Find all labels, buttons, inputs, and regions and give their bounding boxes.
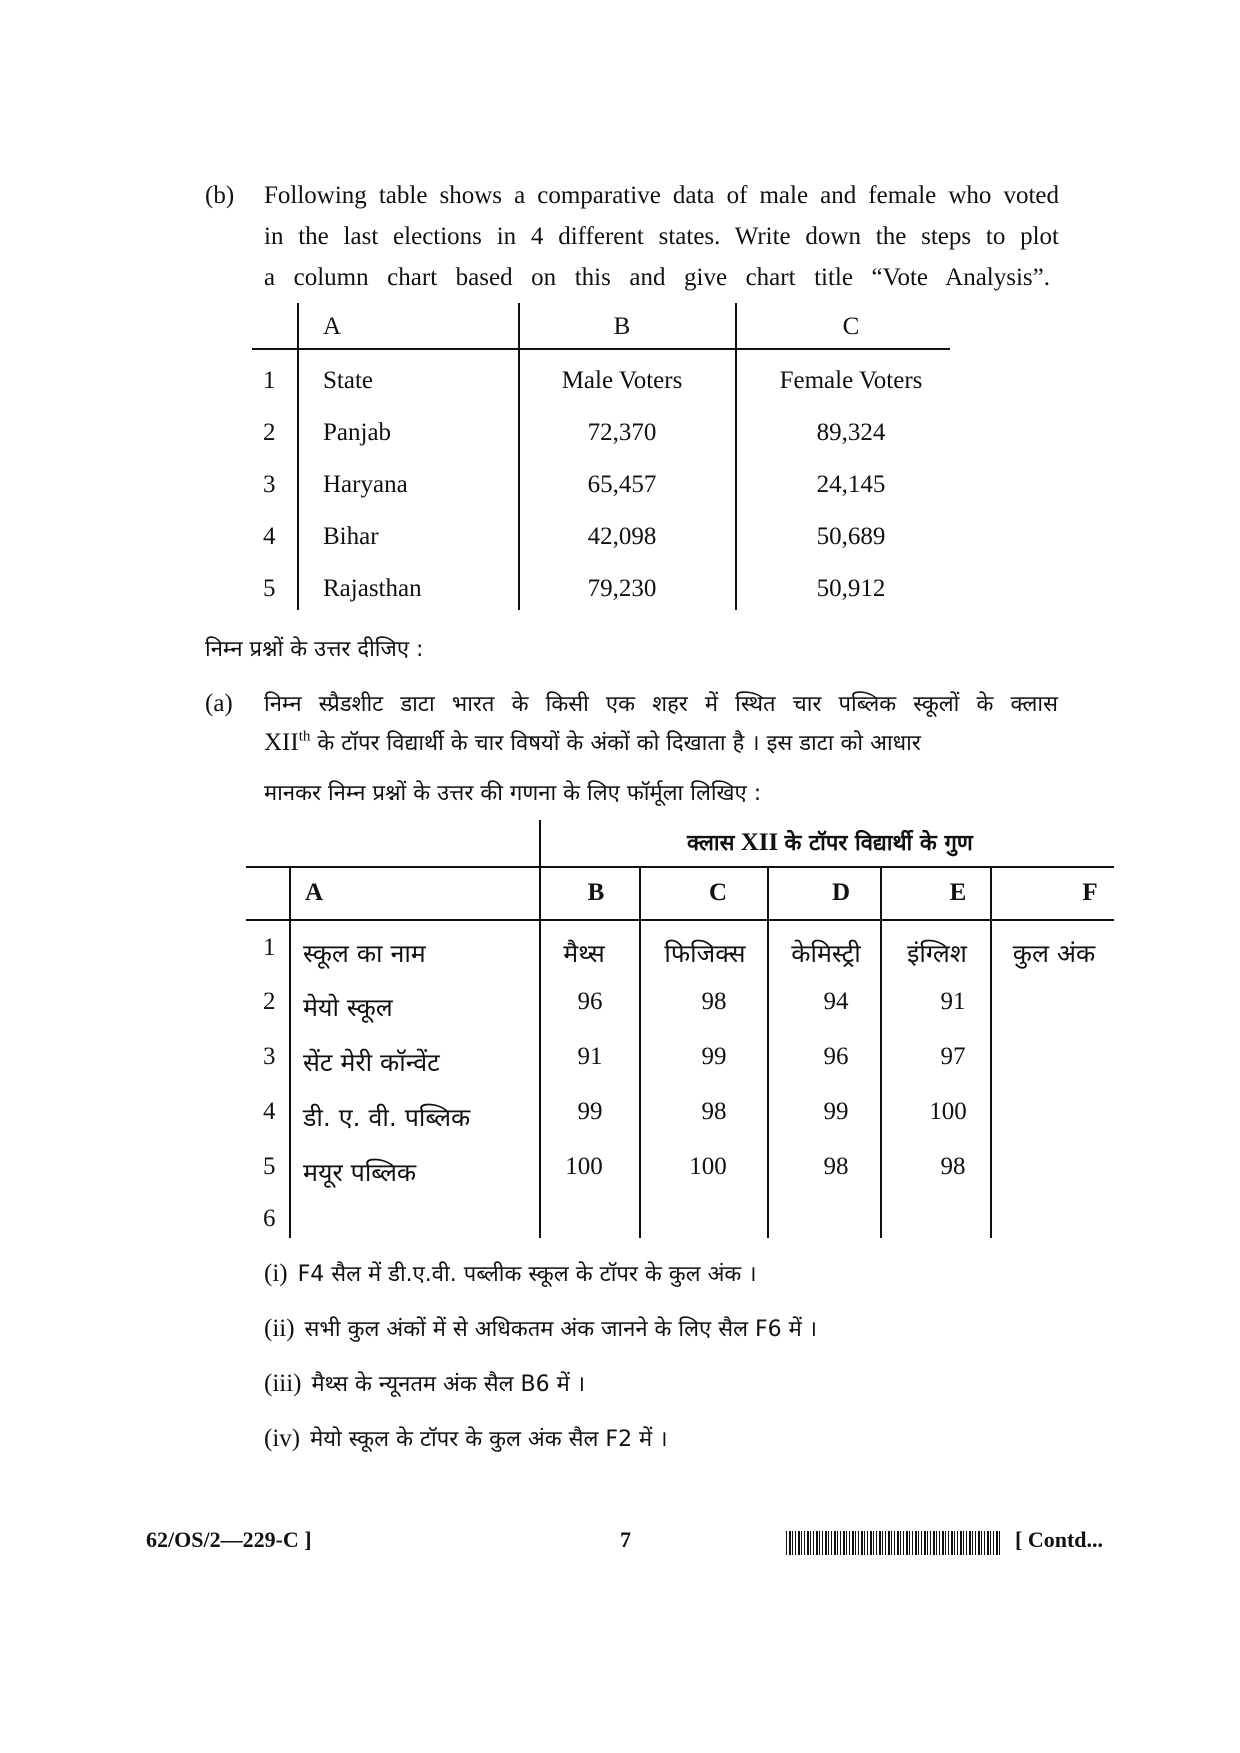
row-number: 5	[263, 575, 276, 602]
table-cell: Panjab	[323, 419, 392, 446]
voter-table-header-rule	[252, 348, 950, 350]
voter-table-divider	[518, 303, 520, 610]
table-cell: 98	[823, 1153, 849, 1180]
superscript: th	[298, 728, 311, 745]
table-divider	[880, 866, 882, 1238]
section-instruction: निम्न प्रश्नों के उत्तर दीजिए :	[205, 637, 424, 662]
question-b-line-2: in the last elections in 4 different states. Write down the steps to plot	[264, 223, 1059, 250]
question-a-line-1: निम्न स्प्रैडशीट डाटा भारत के किसी एक शहर में स्थित चार पब्लिक स्कूलों के क्लास	[264, 692, 1058, 717]
question-b-line-3: a column chart based on this and give chart title “Vote Analysis”.	[264, 264, 1050, 291]
table-divider	[990, 866, 992, 1238]
question-a-line-2-text: के टॉपर विद्यार्थी के चार विषयों के अंकों को दिखाता है । इस डाटा को आधार	[310, 731, 921, 756]
table-cell: फिजिक्स	[664, 939, 746, 968]
continued-marker: [ Contd...	[1015, 1527, 1104, 1552]
table-cell: इंग्लिश	[907, 939, 967, 968]
row-number: 1	[263, 934, 276, 961]
table-cell: 99	[823, 1098, 849, 1125]
column-header: D	[831, 879, 851, 906]
table-cell: State	[323, 367, 373, 394]
table-divider	[539, 820, 541, 868]
question-a-line-3: मानकर निम्न प्रश्नों के उत्तर की गणना के लिए फॉर्मूला लिखिए :	[264, 781, 762, 806]
voter-table-divider	[297, 303, 299, 610]
table-cell: कुल अंक	[1012, 939, 1096, 968]
row-number: 5	[263, 1153, 276, 1180]
table-cell: मैथ्स	[563, 939, 605, 968]
row-number: 4	[263, 1098, 276, 1125]
table-cell: 96	[577, 988, 603, 1015]
table-cell: स्कूल का नाम	[303, 939, 426, 968]
table-cell: Female Voters	[779, 367, 923, 394]
page-number: 7	[620, 1527, 631, 1552]
row-number: 3	[263, 471, 276, 498]
table-heading: क्लास XII के टॉपर विद्यार्थी के गुण	[687, 829, 973, 856]
barcode	[786, 1531, 1001, 1555]
table-cell: 42,098	[587, 523, 657, 550]
row-number: 3	[263, 1043, 276, 1070]
table-divider	[639, 866, 641, 1238]
table-cell: 50,689	[816, 523, 886, 550]
row-number: 1	[263, 367, 276, 394]
table-rule	[246, 919, 1114, 921]
table-cell: 24,145	[816, 471, 886, 498]
row-number: 2	[263, 419, 276, 446]
table-divider	[767, 866, 769, 1238]
column-header: B	[587, 879, 605, 906]
sub-question-ii: (ii) सभी कुल अंकों में से अधिकतम अंक जानने के लिए सैल F6 में ।	[264, 1315, 818, 1342]
table-cell: 99	[577, 1098, 603, 1125]
paper-code: 62/OS/2—229-C ]	[146, 1527, 312, 1552]
table-cell: 91	[940, 988, 966, 1015]
table-cell: मेयो स्कूल	[303, 993, 393, 1022]
table-cell: Bihar	[323, 523, 379, 550]
table-cell: 89,324	[816, 419, 886, 446]
table-cell: 99	[701, 1043, 727, 1070]
column-header: C	[708, 879, 728, 906]
question-b-label: (b)	[205, 182, 235, 209]
column-header: A	[323, 313, 342, 340]
question-a-line-2	[264, 727, 1058, 757]
table-rule	[246, 866, 1114, 868]
column-header: F	[1082, 879, 1098, 906]
question-b-line-1: Following table shows a comparative data of male and female who voted	[264, 182, 1059, 209]
row-number: 4	[263, 523, 276, 550]
table-divider	[289, 866, 291, 1238]
table-cell: डी. ए. वी. पब्लिक	[303, 1103, 471, 1132]
table-cell: मयूर पब्लिक	[303, 1158, 417, 1187]
table-cell: 100	[565, 1153, 603, 1180]
column-header: A	[305, 879, 324, 906]
table-cell: Haryana	[323, 471, 408, 498]
voter-table-divider	[735, 303, 737, 610]
sub-question-i: (i) F4 सैल में डी.ए.वी. पब्लीक स्कूल के टॉपर के कुल अंक ।	[264, 1260, 757, 1287]
table-cell: Male Voters	[561, 367, 683, 394]
sub-question-iv: (iv) मेयो स्कूल के टॉपर के कुल अंक सैल F2 में ।	[264, 1425, 668, 1452]
table-cell: 98	[701, 988, 727, 1015]
column-header: E	[949, 879, 967, 906]
table-cell: 79,230	[587, 575, 657, 602]
table-cell: 96	[823, 1043, 849, 1070]
table-cell: सेंट मेरी कॉन्वेंट	[303, 1048, 440, 1077]
row-number: 6	[263, 1205, 276, 1232]
table-divider	[539, 866, 541, 1238]
table-cell: 91	[577, 1043, 603, 1070]
question-a-label: (a)	[205, 690, 233, 717]
column-header: B	[613, 313, 631, 340]
table-cell: 100	[689, 1153, 727, 1180]
table-cell: 65,457	[587, 471, 657, 498]
table-cell: 72,370	[587, 419, 657, 446]
table-cell: 97	[940, 1043, 966, 1070]
table-cell: 50,912	[816, 575, 886, 602]
table-cell: 94	[823, 988, 849, 1015]
row-number: 2	[263, 988, 276, 1015]
column-header: C	[842, 313, 860, 340]
table-cell: 98	[940, 1153, 966, 1180]
table-cell: 98	[701, 1098, 727, 1125]
table-cell: Rajasthan	[323, 575, 422, 602]
table-cell: 100	[929, 1098, 967, 1125]
class-label: XII	[264, 729, 299, 756]
sub-question-iii: (iii) मैथ्स के न्यूनतम अंक सैल B6 में ।	[264, 1370, 586, 1397]
table-cell: केमिस्ट्री	[791, 939, 861, 968]
